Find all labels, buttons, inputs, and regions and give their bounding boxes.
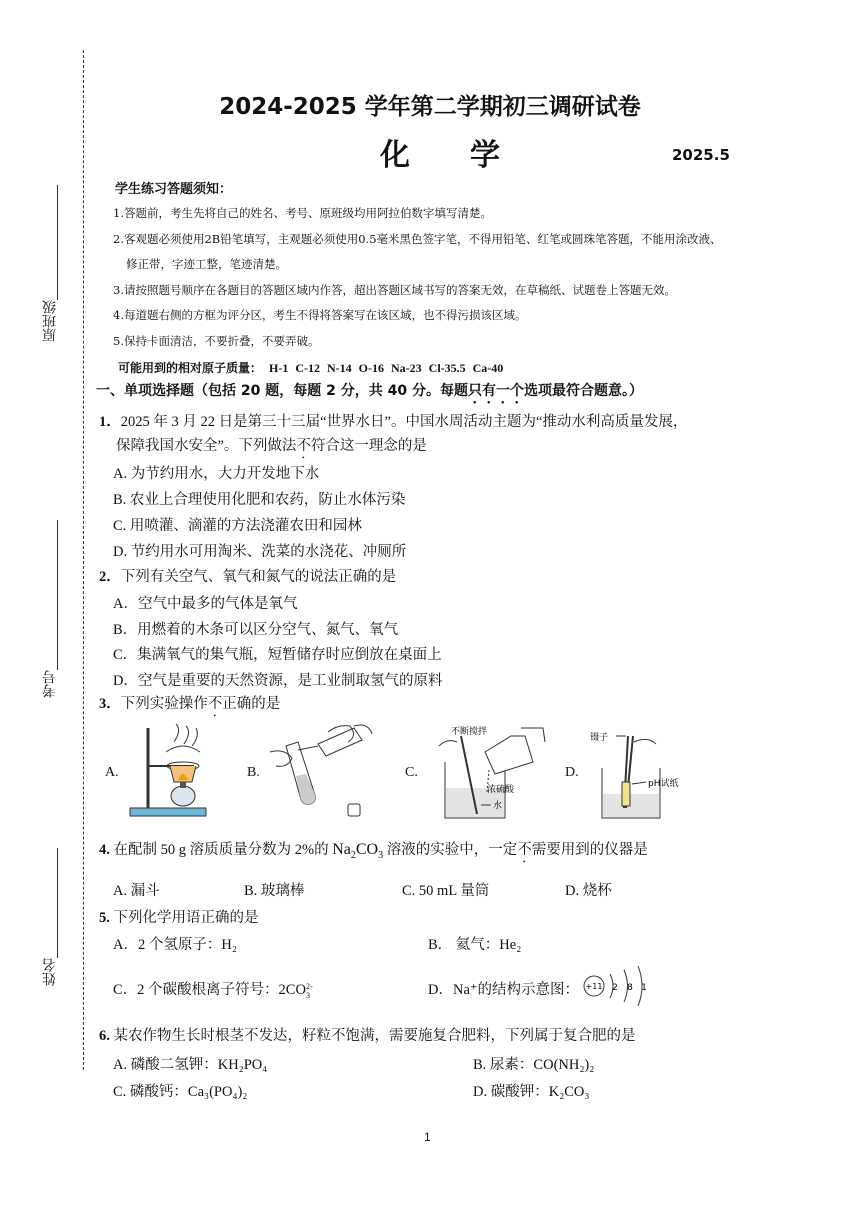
note-item: 2.客观题必须使用2B铅笔填写，主观题必须使用0.5毫米黑色签字笔，不得用铅笔、红笔或圆珠笔答题，不能用涂改液、 — [113, 232, 722, 246]
question-5-option-b: B． 氦气：He₂ — [428, 937, 522, 953]
question-4-option: D. 烧杯 — [565, 883, 612, 899]
class-label: 原班级 — [42, 300, 58, 342]
figure-label-a: A. — [105, 765, 119, 780]
figure-a-alcohol-lamp-heating — [128, 722, 210, 818]
question-5-option-a: A．2 个氢原子：H₂ — [113, 937, 237, 953]
exam-title: 2024-2025 学年第二学期初三调研试卷 — [219, 94, 641, 120]
question-6-stem: 6. 某农作物生长时根茎不发达，籽粒不饱满，需要施复合肥料，下列属于复合肥的是 — [99, 1028, 636, 1044]
name-blank-line — [57, 848, 58, 958]
question-1-option: B. 农业上合理使用化肥和农药，防止水体污染 — [113, 492, 406, 508]
name-label: 姓名 — [42, 958, 58, 986]
question-4-option: C. 50 mL 量筒 — [402, 883, 490, 899]
question-5-option-d: D．Na⁺的结构示意图： — [428, 982, 580, 998]
shell-electrons: 1 — [641, 983, 647, 993]
nucleus-charge: +11 — [585, 982, 603, 991]
question-6-option: A. 磷酸二氢钾：KH₂PO₄ — [113, 1057, 268, 1073]
question-2-option: B．用燃着的木条可以区分空气、氮气、氧气 — [113, 622, 399, 638]
shell-electrons: 8 — [627, 983, 633, 993]
figure-d-tweezers-text: 镊子 — [590, 733, 609, 743]
section-heading: 一、单项选择题（包括 20 题，每题 2 分，共 40 分。每题只有一个选项最符合题意。） — [96, 383, 643, 399]
question-6-option: B. 尿素：CO(NH₂)₂ — [473, 1057, 595, 1073]
shell-electrons: 2 — [612, 983, 618, 993]
question-1-option: D. 节约用水可用淘米、洗菜的水浇花、冲厕所 — [113, 544, 407, 560]
question-2-option: A．空气中最多的气体是氧气 — [113, 596, 298, 612]
note-item: 5.保持卡面清洁，不要折叠，不要弄破。 — [113, 334, 320, 348]
question-4-option: A. 漏斗 — [113, 883, 160, 899]
number-blank-line — [57, 520, 58, 670]
figure-label-b: B. — [247, 765, 260, 780]
exam-date: 2025.5 — [672, 146, 730, 164]
question-1-stem: 1．2025 年 3 月 22 日是第三十三届“世界水日”。中国水周活动主题为“推动水利高质量发展， — [99, 414, 688, 430]
question-2-option: D．空气是重要的天然资源，是工业制取氢气的原料 — [113, 673, 443, 689]
figure-label-c: C. — [405, 765, 418, 780]
page-number: 1 — [424, 1130, 431, 1144]
note-item: 1.答题前，考生先将自己的姓名、考号、原班级均用阿拉伯数字填写清楚。 — [113, 206, 492, 220]
note-item: 修正带，字迹工整，笔迹清楚。 — [126, 257, 287, 271]
figure-c-stir-text: 不断搅拌 — [451, 727, 488, 737]
question-4-stem: 4. 在配制 50 g 溶质质量分数为 2%的 $Na_2CO_3$ 溶液的实验中，一定不需要用到的仪器是 — [99, 841, 648, 861]
question-6-option: D. 碳酸钾：K₂CO₃ — [473, 1084, 590, 1100]
question-2-option: C．集满氧气的集气瓶，短暂储存时应倒放在桌面上 — [113, 647, 442, 663]
subject-title: 化学 — [380, 138, 560, 173]
question-2-stem: 2．下列有关空气、氧气和氮气的说法正确的是 — [99, 569, 397, 585]
figure-label-d: D. — [565, 765, 579, 780]
figure-d-ph-test — [586, 722, 696, 822]
number-label: 考号 — [42, 670, 58, 698]
question-1-option: A. 为节约用水，大力开发地下水 — [113, 466, 320, 482]
figure-c-diluting-acid — [425, 722, 555, 822]
note-item: 3.请按照题号顺序在各题目的答题区域内作答，超出答题区域书写的答案无效，在草稿纸、试题卷上答题无效。 — [113, 283, 676, 297]
class-blank-line — [57, 185, 58, 300]
question-1-option: C. 用喷灌、滴灌的方法浇灌农田和园林 — [113, 518, 362, 534]
question-1-stem-line2: 保障我国水安全”。下列做法不符合这一理念的是 — [116, 438, 427, 454]
figure-d-ph-paper-text: pH试纸 — [648, 779, 679, 789]
atomic-masses: 可能用到的相对原子质量： H-1 C-12 N-14 O-16 Na-23 Cl-35.5 Ca-40 — [118, 361, 504, 375]
question-5-option-c: C．2 个碳酸根离子符号：2CO 2- 3 — [113, 981, 313, 1000]
question-5-stem: 5. 下列化学用语正确的是 — [99, 910, 259, 926]
question-4-option: B. 玻璃棒 — [244, 883, 305, 899]
question-3-stem: 3．下列实验操作不正确的是 — [99, 696, 281, 712]
figure-c-acid-text: 浓硫酸 — [487, 785, 515, 795]
figure-c-water-text: 水 — [493, 801, 503, 811]
sodium-ion-structure-diagram — [580, 964, 660, 1006]
notes-heading: 学生练习答题须知： — [115, 182, 233, 197]
figure-b-pouring-liquid — [268, 722, 378, 822]
binding-dashed-line — [83, 50, 84, 1070]
question-6-option: C. 磷酸钙：Ca₃(PO₄)₂ — [113, 1084, 248, 1100]
note-item: 4.每道题右侧的方框为评分区，考生不得将答案写在该区域，也不得污损该区域。 — [113, 308, 527, 322]
